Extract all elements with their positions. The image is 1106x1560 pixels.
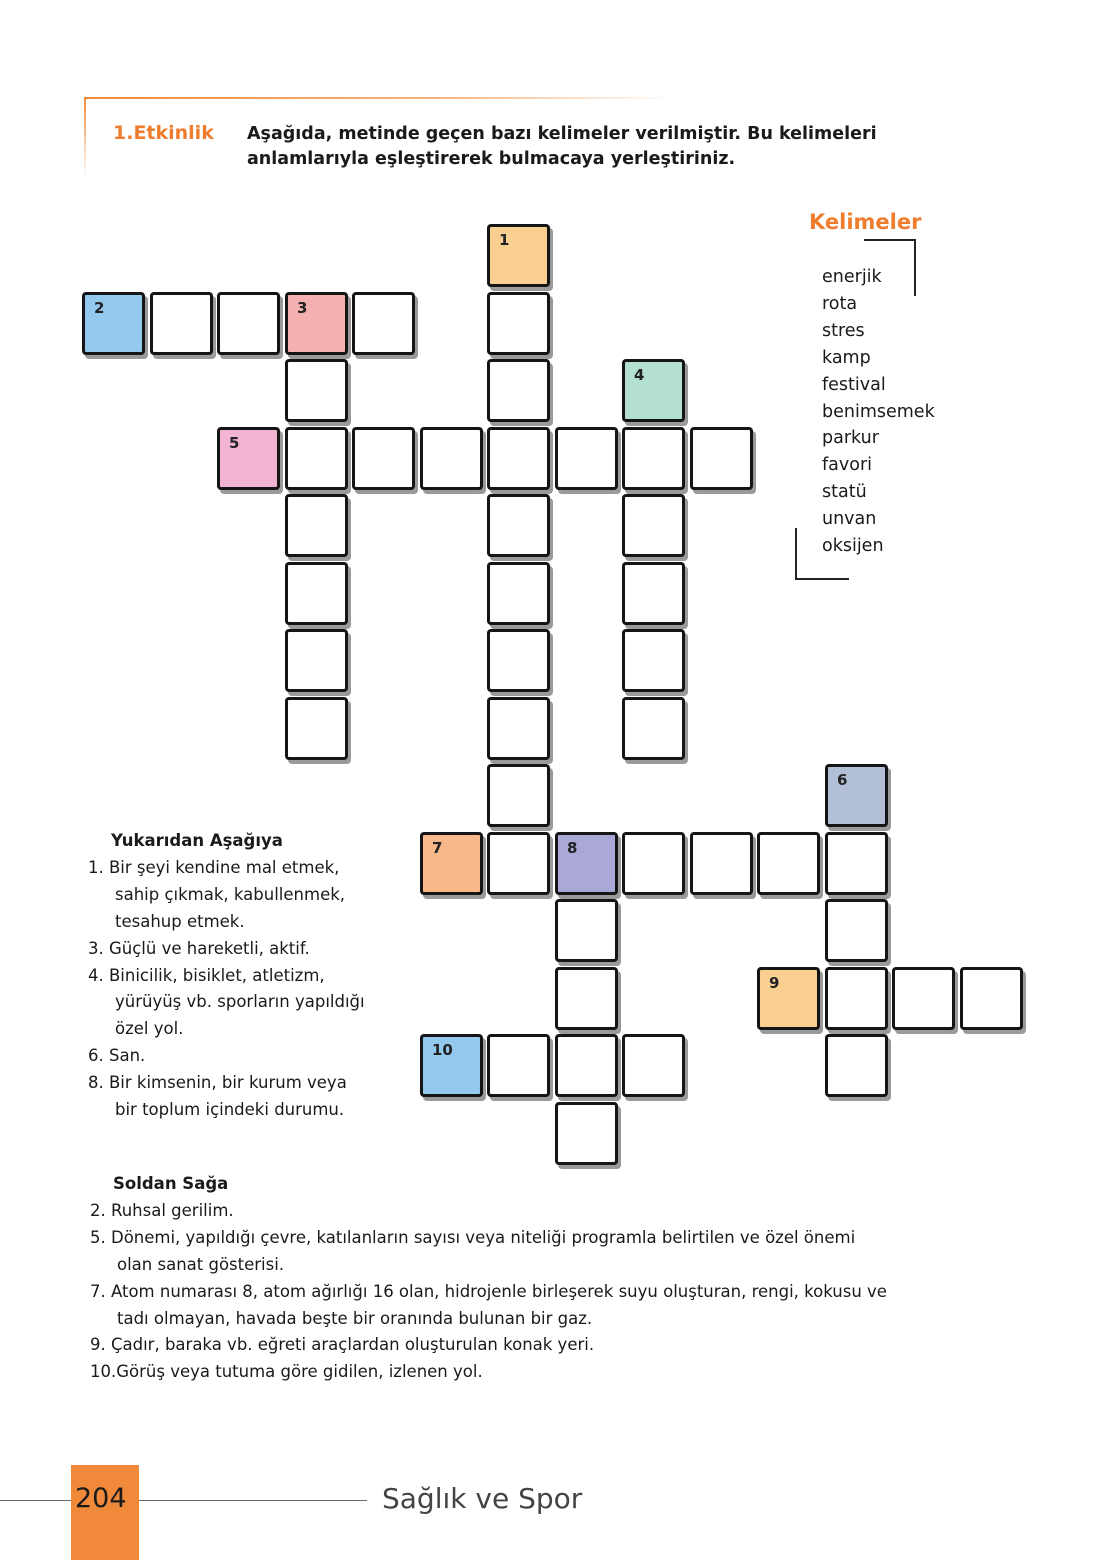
clue-number: 1 bbox=[499, 231, 510, 249]
crossword-cell[interactable] bbox=[487, 832, 550, 895]
activity-label: 1.Etkinlik bbox=[113, 122, 214, 144]
crossword-cell-5[interactable] bbox=[217, 427, 280, 490]
crossword-cell[interactable] bbox=[420, 427, 483, 490]
clues-down bbox=[88, 828, 418, 1124]
crossword-cell[interactable] bbox=[622, 832, 685, 895]
clue-across-7-cont: tadı olmayan, havada beşte bir oranında bulunan bir gaz. bbox=[117, 1308, 593, 1328]
crossword-cell[interactable] bbox=[285, 562, 348, 625]
clue-down-8: 8. Bir kimsenin, bir kurum veya bbox=[88, 1073, 347, 1093]
crossword-cell[interactable] bbox=[285, 697, 348, 760]
crossword-cell[interactable] bbox=[285, 427, 348, 490]
crossword-cell-4[interactable] bbox=[622, 359, 685, 422]
clues-across bbox=[90, 1171, 1080, 1386]
crossword-cell[interactable] bbox=[487, 427, 550, 490]
crossword-cell[interactable] bbox=[690, 832, 753, 895]
word-bank-list bbox=[822, 264, 935, 560]
clues-across-title: Soldan Sağa bbox=[113, 1174, 229, 1193]
clue-across-9: 9. Çadır, baraka vb. eğreti araçlardan oluşturulan konak yeri. bbox=[90, 1335, 595, 1355]
crossword-cell[interactable] bbox=[487, 292, 550, 355]
word-bank-item: kamp bbox=[822, 347, 871, 368]
crossword-cell[interactable] bbox=[285, 494, 348, 557]
crossword-cell[interactable] bbox=[487, 562, 550, 625]
clue-across-5: 5. Dönemi, yapıldığı çevre, katılanların sayısı veya niteliği programla belirtilen ve özel önemi bbox=[90, 1227, 856, 1247]
activity-instruction bbox=[247, 122, 967, 172]
crossword-cell[interactable] bbox=[487, 697, 550, 760]
crossword-cell[interactable] bbox=[487, 1034, 550, 1097]
crossword-cell[interactable] bbox=[825, 899, 888, 962]
crossword-cell[interactable] bbox=[757, 832, 820, 895]
crossword-cell[interactable] bbox=[960, 967, 1023, 1030]
crossword-cell[interactable] bbox=[555, 1034, 618, 1097]
crossword-cell[interactable] bbox=[622, 1034, 685, 1097]
instruction-line: anlamlarıyla eşleştirerek bulmacaya yerleştiriniz. bbox=[247, 149, 736, 169]
crossword-cell[interactable] bbox=[487, 764, 550, 827]
crossword-cell-1[interactable] bbox=[487, 224, 550, 287]
clue-number: 10 bbox=[432, 1041, 453, 1059]
instruction-line: Aşağıda, metinde geçen bazı kelimeler verilmiştir. Bu kelimeleri bbox=[247, 124, 877, 144]
crossword-cell-9[interactable] bbox=[757, 967, 820, 1030]
crossword-cell-8[interactable] bbox=[555, 832, 618, 895]
crossword-cell[interactable] bbox=[622, 427, 685, 490]
section-title: Sağlık ve Spor bbox=[382, 1482, 583, 1515]
crossword-cell[interactable] bbox=[622, 494, 685, 557]
clue-down-1-cont: sahip çıkmak, kabullenmek, bbox=[115, 884, 346, 904]
word-bank-item: festival bbox=[822, 374, 886, 395]
crossword-cell-2[interactable] bbox=[82, 292, 145, 355]
word-bank-item: unvan bbox=[822, 509, 877, 530]
crossword-cell[interactable] bbox=[150, 292, 213, 355]
clue-down-6: 6. San. bbox=[88, 1046, 146, 1066]
clue-across-10: 10.Görüş veya tutuma göre gidilen, izlenen yol. bbox=[90, 1362, 483, 1382]
word-bank-item: enerjik bbox=[822, 267, 882, 287]
crossword-cell[interactable] bbox=[690, 427, 753, 490]
crossword-cell[interactable] bbox=[352, 292, 415, 355]
clue-down-4: 4. Binicilik, bisiklet, atletizm, bbox=[88, 965, 325, 985]
crossword-cell[interactable] bbox=[555, 427, 618, 490]
clue-number: 8 bbox=[567, 839, 578, 857]
crossword-cell[interactable] bbox=[825, 967, 888, 1030]
clue-number: 7 bbox=[432, 839, 443, 857]
crossword-cell[interactable] bbox=[622, 629, 685, 692]
crossword-cell[interactable] bbox=[622, 562, 685, 625]
word-bank-item: parkur bbox=[822, 428, 879, 449]
crossword-cell[interactable] bbox=[825, 832, 888, 895]
clue-across-5-cont: olan sanat gösterisi. bbox=[117, 1254, 285, 1274]
crossword-cell[interactable] bbox=[555, 1102, 618, 1165]
crossword-cell[interactable] bbox=[285, 359, 348, 422]
clue-down-1-cont: tesahup etmek. bbox=[115, 911, 245, 931]
crossword-cell[interactable] bbox=[487, 629, 550, 692]
crossword-cell-7[interactable] bbox=[420, 832, 483, 895]
clue-across-2: 2. Ruhsal gerilim. bbox=[90, 1200, 234, 1220]
clue-down-1: 1. Bir şeyi kendine mal etmek, bbox=[88, 857, 340, 877]
clue-down-8-cont: bir toplum içindeki durumu. bbox=[115, 1100, 345, 1120]
word-bank-item: rota bbox=[822, 293, 858, 314]
clue-number: 5 bbox=[229, 434, 240, 452]
crossword-cell[interactable] bbox=[217, 292, 280, 355]
crossword-cell[interactable] bbox=[825, 1034, 888, 1097]
crossword-cell-6[interactable] bbox=[825, 764, 888, 827]
clue-number: 2 bbox=[94, 299, 105, 317]
header-rule-left bbox=[84, 97, 86, 177]
footer-rule-left bbox=[0, 1500, 71, 1501]
word-bank-title: Kelimeler bbox=[809, 210, 922, 234]
crossword-cell[interactable] bbox=[555, 967, 618, 1030]
clue-number: 9 bbox=[769, 974, 780, 992]
crossword-cell[interactable] bbox=[285, 629, 348, 692]
page-number: 204 bbox=[75, 1483, 127, 1514]
crossword-cell-3[interactable] bbox=[285, 292, 348, 355]
word-bank-item: favori bbox=[822, 455, 873, 476]
clue-number: 6 bbox=[837, 771, 848, 789]
crossword-cell[interactable] bbox=[555, 899, 618, 962]
clue-number: 4 bbox=[634, 366, 645, 384]
clue-down-3: 3. Güçlü ve hareketli, aktif. bbox=[88, 938, 310, 958]
crossword-cell[interactable] bbox=[352, 427, 415, 490]
clue-number: 3 bbox=[297, 299, 308, 317]
clues-down-title: Yukarıdan Aşağıya bbox=[111, 831, 283, 850]
crossword-cell-10[interactable] bbox=[420, 1034, 483, 1097]
crossword-cell[interactable] bbox=[487, 494, 550, 557]
header-rule-top bbox=[84, 97, 674, 99]
word-bank-item: benimsemek bbox=[822, 401, 935, 422]
clue-across-7: 7. Atom numarası 8, atom ağırlığı 16 olan, hidrojenle birleşerek suyu oluşturan, rengi, kokusu ve bbox=[90, 1281, 887, 1301]
word-bank-item: statü bbox=[822, 482, 867, 503]
crossword-cell[interactable] bbox=[622, 697, 685, 760]
crossword-cell[interactable] bbox=[487, 359, 550, 422]
word-bank-item: stres bbox=[822, 320, 865, 341]
crossword-cell[interactable] bbox=[892, 967, 955, 1030]
footer-rule-right bbox=[139, 1500, 367, 1501]
clue-down-4-cont: yürüyüş vb. sporların yapıldığı bbox=[115, 992, 365, 1012]
word-bank-item: oksijen bbox=[822, 536, 884, 557]
clue-down-4-cont: özel yol. bbox=[115, 1019, 184, 1039]
